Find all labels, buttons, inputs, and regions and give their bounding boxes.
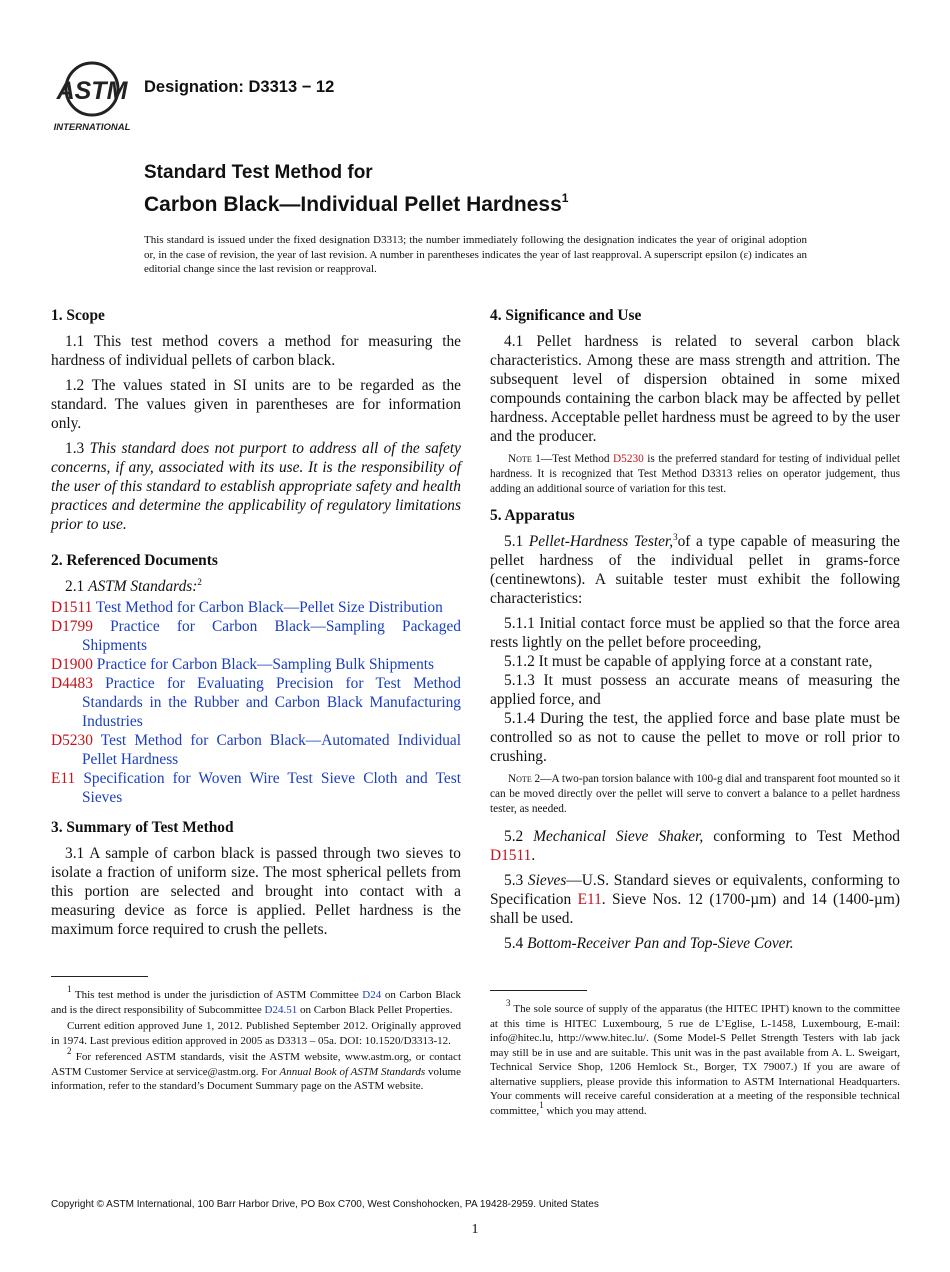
logo-text: ASTM — [56, 77, 128, 105]
ref-doc-title[interactable]: Practice for Carbon Black—Sampling Packaged Shipments — [82, 618, 461, 654]
note-1-ref-d5230[interactable]: D5230 — [613, 453, 644, 465]
footnote-3-sup: 1 — [539, 1099, 544, 1110]
para-5-3-num: 5.3 — [504, 871, 528, 889]
title-footnote-marker: 1 — [561, 191, 569, 205]
para-5-1-text: of a type capable of measuring the pellet hardness of the individual pellet in grams-force (centinewtons). A suitable tester must exhibit the following characteristics: — [490, 533, 900, 608]
ref-doc-e11[interactable] — [51, 769, 461, 807]
ref-doc-code[interactable]: D1900 — [51, 656, 93, 673]
ref-doc-code[interactable]: E11 — [51, 770, 76, 787]
title-line-1: Standard Test Method for — [144, 162, 373, 183]
footnote-3 — [490, 998, 900, 1118]
footnote-1 — [51, 984, 461, 1017]
footnote-1-text-c: on Carbon Black Pellet Properties. — [297, 1003, 453, 1016]
note-2 — [490, 772, 900, 816]
note-1-label: Note 1 — [508, 453, 541, 465]
ref-doc-code[interactable]: D5230 — [51, 732, 93, 749]
section-2-heading: 2. Referenced Documents — [51, 552, 218, 569]
para-5-2-ref-d1511[interactable]: D1511 — [490, 846, 532, 864]
para-5-2-end: . — [531, 846, 536, 864]
title-text: Carbon Black—Individual Pellet Hardness — [144, 193, 562, 216]
footnote-1-text-b: on Carbon Black and is the direct responsibility of Subcommittee — [51, 989, 461, 1016]
ref-doc-d1799[interactable] — [51, 617, 461, 655]
copyright-notice: Copyright © ASTM International, 100 Barr Harbor Drive, PO Box C700, West Conshohocken, PA 19428-2959. United States — [51, 1199, 599, 1210]
para-5-1 — [490, 532, 900, 608]
para-5-4-num: 5.4 — [504, 934, 528, 952]
note-2-text: —A two-pan torsion balance with 100-g dial and transparent foot mounted so it can be moved directly over the pellet will serve to convert a balance to a pellet hardness tester, as needed. — [490, 773, 900, 815]
para-2-1 — [51, 577, 461, 596]
ref-doc-code[interactable]: D4483 — [51, 675, 93, 692]
ref-doc-title[interactable]: Specification for Woven Wire Test Sieve Cloth and Test Sieves — [82, 770, 461, 806]
para-5-1-sup: 3 — [673, 532, 678, 543]
left-column — [51, 306, 461, 945]
ref-doc-d4483[interactable] — [51, 674, 461, 731]
ref-doc-title[interactable]: Practice for Evaluating Precision for Test Method Standards in the Rubber and Carbon Black Manufacturing Industries — [82, 675, 461, 730]
para-5-1-italic: Pellet-Hardness Tester, — [528, 533, 674, 551]
note-1-text-b: is the preferred standard for testing of individual pellet hardness. It is recognized that Test Method D3313 relies on operator judgement, thus adding an additional source of variation for this test. — [490, 453, 901, 495]
para-5-4-italic: Bottom-Receiver Pan and Top-Sieve Cover. — [527, 934, 794, 952]
para-1-1: 1.1 This test method covers a method for measuring the hardness of individual pellets of carbon black. — [51, 333, 461, 369]
para-2-1-sup: 2 — [197, 577, 202, 587]
ref-doc-code[interactable]: D1799 — [51, 618, 93, 635]
section-4-heading: 4. Significance and Use — [490, 307, 642, 324]
footnote-2-marker: 2 — [67, 1046, 72, 1056]
para-5-1-1: 5.1.1 Initial contact force must be applied so that the force area rests lightly on the pellet before proceeding, — [490, 615, 900, 652]
ref-doc-d1511[interactable] — [51, 598, 461, 617]
ref-doc-title[interactable]: Test Method for Carbon Black—Automated Individual Pellet Hardness — [82, 732, 461, 768]
para-5-1-2: 5.1.2 It must be capable of applying force at a constant rate, — [504, 653, 873, 671]
astm-logo — [52, 56, 134, 134]
para-2-1-text: ASTM Standards: — [88, 578, 198, 595]
footnotes-left — [51, 984, 461, 1096]
referenced-documents-list — [51, 598, 461, 807]
page-number: 1 — [471, 1222, 479, 1237]
logo-subtext: INTERNATIONAL — [53, 122, 131, 133]
footnote-2 — [51, 1046, 461, 1094]
footnote-2-text-b: volume information, refer to the standard’s Document Summary page on the ASTM website. — [51, 1065, 461, 1092]
ref-doc-title[interactable]: Test Method for Carbon Black—Pellet Size Distribution — [95, 599, 443, 616]
para-3-1: 3.1 A sample of carbon black is passed through two sieves to isolate a fraction of uniform size. The most spherical pellets from this portion are selected and brought into contact with a measuring device as force is applied. Pellet hardness is the maximum force required to crush the pellets. — [51, 845, 461, 938]
footnote-3-text-b: which you may attend. — [543, 1104, 647, 1117]
document-title — [144, 162, 568, 219]
para-2-1-num: 2.1 — [65, 578, 89, 595]
para-1-3-text: This standard does not purport to address all of the safety concerns, if any, associated with its use. It is the responsibility of the user of this standard to establish appropriate safety and health practices and determine the applicability of regulatory limitations prior to use. — [51, 440, 461, 533]
footnote-rule-right — [490, 990, 587, 991]
para-5-3-text-b: . Sieve Nos. 12 (1700-µm) and 14 (1400-µm) shall be used. — [490, 890, 900, 927]
note-2-label: Note 2 — [508, 773, 541, 786]
ref-doc-title[interactable]: Practice for Carbon Black—Sampling Bulk Shipments — [96, 656, 435, 673]
note-1-text-a: —Test Method — [540, 453, 614, 465]
ref-doc-d5230[interactable] — [51, 731, 461, 769]
title-line-2 — [144, 184, 568, 219]
para-5-1-num: 5.1 — [504, 533, 529, 551]
ref-doc-d1900[interactable] — [51, 655, 461, 674]
footnote-rule-left — [51, 976, 148, 977]
para-5-2-num: 5.2 — [504, 827, 534, 845]
para-5-3-ref-e11[interactable]: E11 — [577, 890, 602, 908]
para-5-2-italic: Mechanical Sieve Shaker, — [533, 827, 704, 845]
para-5-4 — [490, 934, 900, 953]
para-1-3 — [51, 439, 461, 534]
subcommittee-d2451-link[interactable]: D24.51 — [264, 1003, 298, 1016]
para-5-1-3: 5.1.3 It must possess an accurate means of measuring the applied force, and — [490, 672, 900, 709]
section-3-heading: 3. Summary of Test Method — [51, 819, 234, 836]
para-5-3 — [490, 871, 900, 928]
issue-note: This standard is issued under the fixed designation D3313; the number immediately following the designation indicates the year of original adoption or, in the case of revision, the year of last revision. A number in parentheses indicates the year of last reapproval. A superscript epsilon (ε) indicates an editorial change since the last revision or reapproval. — [144, 234, 807, 275]
footnote-3-marker: 3 — [506, 998, 511, 1008]
footnote-3-text-a: The sole source of supply of the apparatus (the HITEC IPHT) known to the committee at this time is HITEC Luxembourg, 5 rue de L’Eglise, L-1458, Luxembourg, E-mail: info@hitec.lu, http://www.hitec.lu/. (Some Model-S Pellet Strength Testers with lab jack may still be in use and are suitable. This unit was in the past available from A. L. Sweigart, Technical Service Shop, 1206 Hemlock St., Borger, TX 79007.) If you are aware of alternative suppliers, please provide this information to ASTM International Headquarters. Your comments will receive careful consideration at a meeting of the responsible technical committee, — [490, 1003, 900, 1117]
committee-d24-link[interactable]: D24 — [362, 989, 382, 1001]
astm-logo-icon — [52, 56, 134, 134]
right-column — [490, 306, 900, 959]
footnote-1-edition: Current edition approved June 1, 2012. Published September 2012. Originally approved in 1974. Last previous edition approved in 2005 as D3313 – 05a. DOI: 10.1520/D3313-12. — [51, 1020, 461, 1047]
para-4-1: 4.1 Pellet hardness is related to several carbon black characteristics. Among these are mass strength and attrition. The subsequent level of dispersion obtained in some mixed compounds containing the carbon black may be affected by pellet hardness. Acceptable pellet hardness must be agreed to by the user and the producer. — [490, 333, 900, 445]
section-1-heading: 1. Scope — [51, 307, 105, 324]
section-5-heading: 5. Apparatus — [490, 507, 575, 525]
footnote-1-marker: 1 — [67, 984, 72, 994]
para-5-2 — [490, 827, 900, 865]
footnote-2-text-a: For referenced ASTM standards, visit the ASTM website, www.astm.org, or contact ASTM Customer Service at service@astm.org. For — [51, 1051, 461, 1078]
footnote-1-text-a: This test method is under the jurisdiction of ASTM Committee — [71, 989, 363, 1001]
ref-doc-code[interactable]: D1511 — [51, 599, 93, 616]
note-1 — [490, 452, 900, 496]
para-5-1-4: 5.1.4 During the test, the applied force and base plate must be controlled so as not to cause the pellet to move or roll prior to crushing. — [490, 710, 900, 766]
para-1-3-num: 1.3 — [65, 440, 90, 457]
para-5-2-text: conforming to Test Method — [703, 827, 900, 845]
designation: Designation: D3313 − 12 — [144, 78, 335, 96]
footnote-2-italic: Annual Book of ASTM Standards — [279, 1065, 426, 1078]
para-5-3-text-a: —U.S. Standard sieves or equivalents, conforming to Specification — [490, 871, 900, 908]
para-5-3-italic: Sieves — [527, 871, 567, 889]
para-1-2: 1.2 The values stated in SI units are to be regarded as the standard. The values given in parentheses are for information only. — [51, 377, 461, 432]
footnotes-right — [490, 998, 900, 1120]
